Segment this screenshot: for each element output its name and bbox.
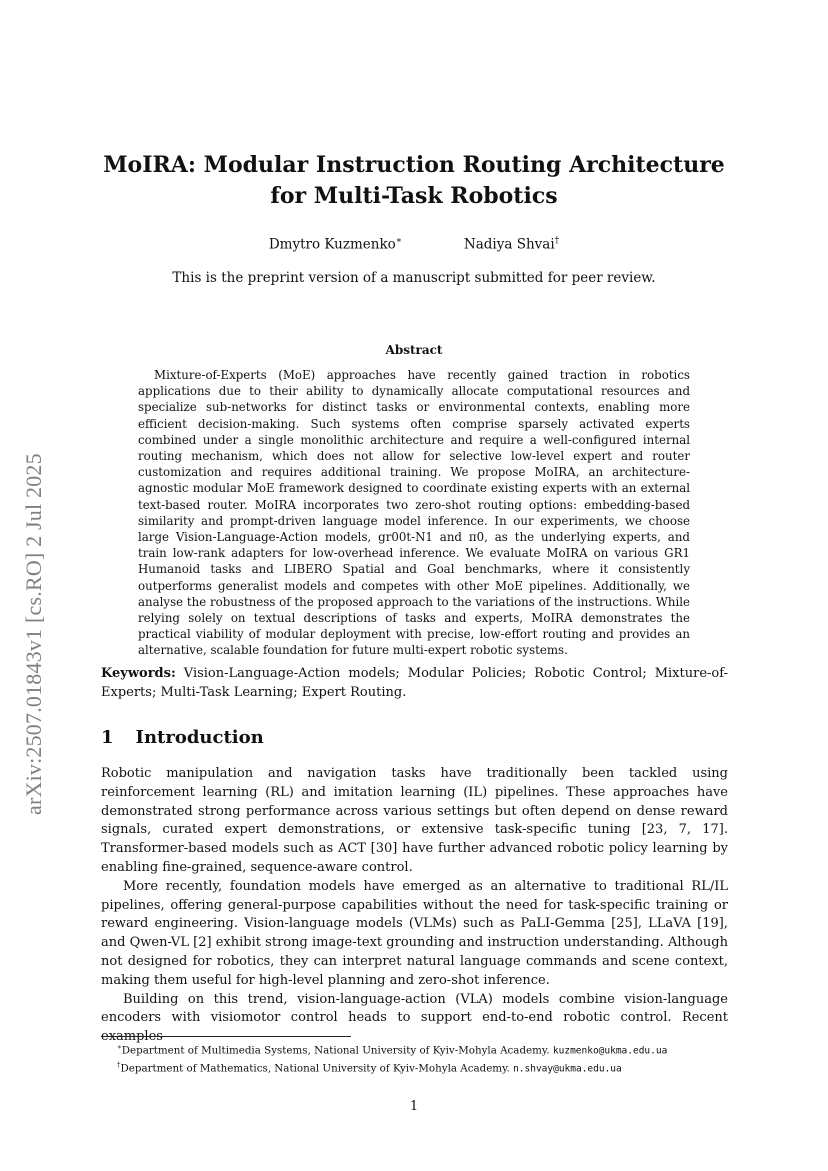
arxiv-identifier: arXiv:2507.01843v1 [cs.RO] 2 Jul 2025 xyxy=(21,453,46,815)
footnote-2-email[interactable]: n.shvay@ukma.edu.ua xyxy=(513,1063,622,1075)
author-1-mark: ∗ xyxy=(395,236,402,246)
section-title: Introduction xyxy=(135,727,264,748)
section-number: 1 xyxy=(101,727,114,748)
keywords-text: Vision-Language-Action models; Modular Policies; Robotic Control; Mixture-of-Experts; Multi-Task Learning; Expert Routing. xyxy=(101,666,728,700)
paragraph-2: More recently, foundation models have emerged as an alternative to traditional RL/IL pipelines, offering general-purpose capabilities without the need for task-specific training or reward engineering. Vision-language models (VLMs) such as PaLI-Gemma [25], LLaVA [19], and Qwen-VL [2] exhibit strong image-text grounding and instruction understanding. Although not designed for robotics, they can interpret natural language commands and scene context, making them useful for high-level planning and zero-shot inference. xyxy=(101,878,728,988)
title-line-2: for Multi-Task Robotics xyxy=(270,183,558,209)
keywords xyxy=(101,664,728,702)
footnote-2: †Department of Mathematics, National University of Kyiv-Mohyla Academy. n.shvay@ukma.edu.ua xyxy=(117,1061,622,1075)
footnote-1-email[interactable]: kuzmenko@ukma.edu.ua xyxy=(552,1045,668,1057)
paragraph-3: Building on this trend, vision-language-action (VLA) models combine vision-language encoders with visiomotor control heads to support end-to-end robotic control. Recent examples xyxy=(101,991,728,1045)
footnote-1: ∗Department of Multimedia Systems, National University of Kyiv-Mohyla Academy. kuzmenko@ukma.edu.ua xyxy=(117,1043,668,1057)
footnote-divider xyxy=(101,1036,351,1037)
introduction-body xyxy=(101,765,728,1047)
abstract-text: Mixture-of-Experts (MoE) approaches have recently gained traction in robotics applications due to their ability to dynamically allocate computational resources and specialize sub-networks for distinct tasks or environmental contexts, enabling more efficient decision-making. Such systems often comprise sparsely activated experts combined under a single monolithic architecture and require a well-configured internal routing mechanism, which does not allow for selective low-level expert and router customization and requires additional training. We propose MoIRA, an architecture-agnostic modular MoE framework designed to coordinate existing experts with an external text-based router. MoIRA incorporates two zero-shot routing options: embedding-based similarity and prompt-driven language model inference. In our experiments, we choose large Vision-Language-Action models, gr00t-N1 and π0, as the underlying experts, and train low-rank adapters for low-overhead inference. We evaluate MoIRA on various GR1 Humanoid tasks and LIBERO Spatial and Goal benchmarks, where it consistently outperforms generalist models and competes with other MoE pipelines. Additionally, we analyse the robustness of the proposed approach to the variations of the instructions. While relying solely on textual descriptions of tasks and experts, MoIRA demonstrates the practical viability of modular deployment with precise, low-effort routing and provides an alternative, scalable foundation for future multi-expert robotic systems. xyxy=(138,368,690,658)
author-list xyxy=(60,236,768,253)
page-number: 1 xyxy=(409,1099,419,1114)
footnotes xyxy=(101,1040,728,1077)
author-1: Dmytro Kuzmenko∗ xyxy=(268,236,402,253)
keywords-label: Keywords: xyxy=(101,666,176,681)
paragraph-1: Robotic manipulation and navigation tasks have traditionally been tackled using reinforcement learning (RL) and imitation learning (IL) pipelines. These approaches have demonstrated strong performance across various settings but often depend on dense reward signals, curated expert demonstrations, or extensive task-specific tuning [23, 7, 17]. Transformer-based models such as ACT [30] have further advanced robotic policy learning by enabling fine-grained, sequence-aware control. xyxy=(101,766,728,875)
title-line-1: MoIRA: Modular Instruction Routing Architecture xyxy=(103,152,725,178)
author-2: Nadiya Shvai† xyxy=(463,236,560,253)
section-heading xyxy=(101,727,264,748)
preprint-note: This is the preprint version of a manuscript submitted for peer review. xyxy=(172,270,656,286)
author-2-mark: † xyxy=(554,236,560,246)
paper-title xyxy=(60,150,768,212)
abstract-heading: Abstract xyxy=(385,343,443,357)
